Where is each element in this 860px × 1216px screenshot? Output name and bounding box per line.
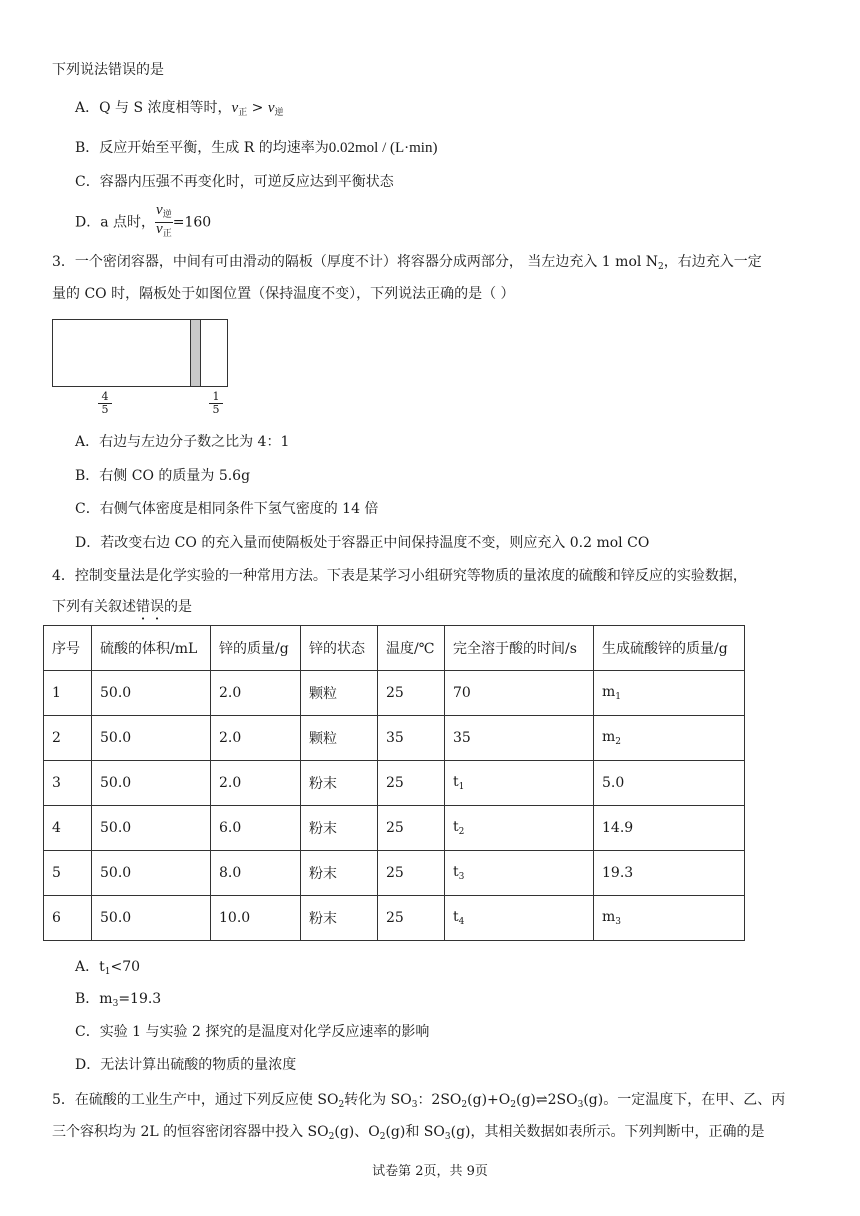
table-cell: 10.0: [211, 896, 301, 941]
table-cell: 粉末: [301, 851, 378, 896]
q4-stem-line2: 下列有关叙述错误的是: [52, 599, 192, 615]
q2-stem: 下列说法错误的是: [52, 62, 164, 78]
table-cell: $m_3$: [594, 896, 745, 941]
table-cell: 35: [445, 716, 594, 761]
q3-stem-line1: 3．一个密闭容器，中间有可由滑动的隔板（厚度不计）将容器分成两部分， 当左边充入 1 mol $N_2$，右边充入一定: [52, 254, 762, 272]
table-cell: 2.0: [211, 671, 301, 716]
table-cell: 3: [44, 761, 92, 806]
q3-stem-line2: 量的 CO 时，隔板处于如图位置（保持温度不变），下列说法正确的是（ ）: [52, 286, 515, 302]
table-cell: 14.9: [594, 806, 745, 851]
header-cell: 生成硫酸锌的质量/g: [594, 626, 745, 671]
table-cell: 粉末: [301, 806, 378, 851]
header-cell: 序号: [44, 626, 92, 671]
q3-option-c: C．右侧气体密度是相同条件下氢气密度的 14 倍: [75, 501, 379, 517]
table-cell: 50.0: [92, 671, 211, 716]
table-cell: 50.0: [92, 761, 211, 806]
table-cell: 6: [44, 896, 92, 941]
table-cell: 19.3: [594, 851, 745, 896]
right-fraction-label: 1 5: [209, 391, 223, 416]
container-diagram: [52, 319, 228, 387]
table-row: [44, 671, 745, 716]
table-cell: 50.0: [92, 851, 211, 896]
table-row: [44, 716, 745, 761]
table-cell: $t_4$: [445, 896, 594, 941]
table-row: [44, 761, 745, 806]
table-cell: 2: [44, 716, 92, 761]
header-cell: 锌的状态: [301, 626, 378, 671]
table-cell: 2.0: [211, 716, 301, 761]
header-cell: 温度/℃: [378, 626, 445, 671]
q2-option-d: D．a 点时， $\frac{v_逆}{v_正}$ =160: [75, 202, 212, 239]
table-cell: 8.0: [211, 851, 301, 896]
table-header-row: [44, 626, 745, 671]
table-cell: 25: [378, 761, 445, 806]
q4-option-d: D．无法计算出硫酸的物质的量浓度: [75, 1057, 297, 1073]
left-fraction-label: 4 5: [98, 391, 112, 416]
q2-option-a: A．Q 与 S 浓度相等时，$v_正 > v_逆$: [75, 100, 284, 118]
table-cell: 5: [44, 851, 92, 896]
header-cell: 锌的质量/g: [211, 626, 301, 671]
table-row: [44, 851, 745, 896]
q4-stem-line1: 4．控制变量法是化学实验的一种常用方法。下表是某学习小组研究等物质的量浓度的硫酸和锌反应的实验数据，: [52, 568, 747, 584]
table-cell: $m_1$: [594, 671, 745, 716]
header-cell: 硫酸的体积/mL: [92, 626, 211, 671]
experiment-table: [43, 625, 745, 941]
velocity-ratio-fraction: $\frac{v_逆}{v_正}$: [156, 202, 172, 239]
table-cell: 粉末: [301, 761, 378, 806]
table-cell: $t_1$: [445, 761, 594, 806]
table-cell: 25: [378, 851, 445, 896]
q5-stem-line1: 5．在硫酸的工业生产中，通过下列反应使 $SO_2$转化为 $SO_3$：$2SO_2(g)+O_2(g)\rightleftharpoons 2SO_3(g)$。一定温度下，在甲、乙、丙: [52, 1092, 786, 1110]
q4-option-c: C．实验 1 与实验 2 探究的是温度对化学反应速率的影响: [75, 1024, 430, 1040]
table-cell: $t_3$: [445, 851, 594, 896]
q3-option-d: D．若改变右边 CO 的充入量而使隔板处于容器正中间保持温度不变，则应充入 0.2 mol CO: [75, 535, 650, 551]
table-cell: $m_2$: [594, 716, 745, 761]
table-cell: 50.0: [92, 716, 211, 761]
q2-option-b: B．反应开始至平衡，生成 R 的均速率为0.02mol / (L·min): [75, 140, 438, 156]
table-cell: $t_2$: [445, 806, 594, 851]
table-cell: 4: [44, 806, 92, 851]
header-cell: 完全溶于酸的时间/s: [445, 626, 594, 671]
q4-option-b: B．$m_3=19.3$: [75, 991, 162, 1009]
table-row: [44, 896, 745, 941]
table-cell: 粉末: [301, 896, 378, 941]
table-cell: 25: [378, 671, 445, 716]
q3-option-a: A．右边与左边分子数之比为 4：1: [75, 434, 290, 450]
table-cell: 1: [44, 671, 92, 716]
q5-stem-line2: 三个容积均为 2L 的恒容密闭容器中投入 $SO_2(g)$、$O_2(g)$和 $SO_3(g)$，其相关数据如表所示。下列判断中，正确的是: [52, 1124, 765, 1142]
table-cell: 50.0: [92, 896, 211, 941]
table-cell: 35: [378, 716, 445, 761]
q3-option-b: B．右侧 CO 的质量为 5.6g: [75, 468, 251, 484]
page-footer: 试卷第 2页，共 9页: [372, 1164, 488, 1179]
q2-option-c: C．容器内压强不再变化时，可逆反应达到平衡状态: [75, 174, 394, 190]
table-cell: 颗粒: [301, 716, 378, 761]
table-cell: 25: [378, 896, 445, 941]
table-cell: 50.0: [92, 806, 211, 851]
table-row: [44, 806, 745, 851]
table-cell: 颗粒: [301, 671, 378, 716]
table-cell: 6.0: [211, 806, 301, 851]
table-cell: 25: [378, 806, 445, 851]
table-cell: 5.0: [594, 761, 745, 806]
q4-option-a: A．$t_1<70$: [75, 959, 141, 977]
sliding-partition: [190, 319, 201, 387]
table-cell: 70: [445, 671, 594, 716]
table-cell: 2.0: [211, 761, 301, 806]
equilibrium-arrow-icon: ⇌: [535, 1092, 548, 1108]
